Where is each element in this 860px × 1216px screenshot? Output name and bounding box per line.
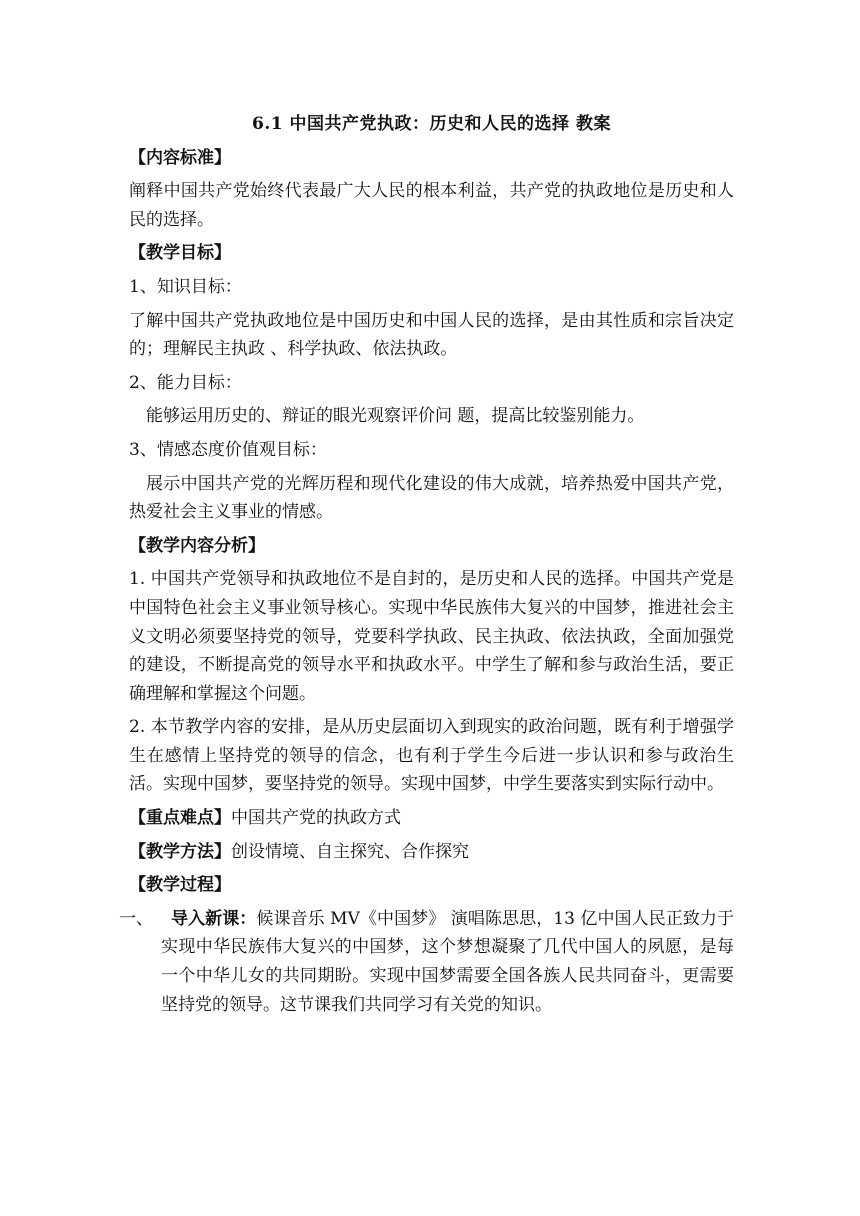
process-step-text: 候课音乐 MV《中国梦》 演唱陈思思，13 亿中国人民正致力于实现中华民族伟大复兴的中国梦，这个梦想凝聚了几代中国人的夙愿，是每一个中华儿女的共同期盼。实现中国梦需要全国各族人民共同奋斗，更需要坚持党的领导。这节课我们共同学习有关党的知识。 (161, 908, 734, 1015)
process-step-lead: 导入新课： (171, 908, 257, 929)
key-points-line (129, 804, 734, 833)
ability-objective-label: 2、能力目标： (129, 372, 242, 393)
key-points-text: 中国共产党的执政方式 (231, 808, 401, 829)
content-standard-heading: 【内容标准】 (129, 147, 231, 168)
process-step-1 (119, 905, 734, 1019)
methods-line (129, 838, 734, 867)
methods-heading: 【教学方法】 (129, 841, 231, 862)
content-standard-text: 阐释中国共产党始终代表最广大人民的根本利益，共产党的执政地位是历史和人民的选择。 (129, 181, 734, 230)
knowledge-objective-text: 了解中国共产党执政地位是中国历史和中国人民的选择，是由其性质和宗旨决定的；理解民主执政 、科学执政、依法执政。 (129, 310, 734, 360)
analysis-point-1: 1. 中国共产党领导和执政地位不是自封的，是历史和人民的选择。中国共产党是中国特色社会主义事业领导核心。实现中华民族伟大复兴的中国梦，推进社会主义文明必须要坚持党的领导，党要科学执政、民主执政、依法执政，全面加强党的建设，不断提高党的领导水平和执政水平。中学生了解和参与政治生活，要正确理解和掌握这个问题。 (129, 569, 734, 704)
process-heading: 【教学过程】 (129, 875, 231, 896)
emotion-objective-label: 3、情感态度价值观目标： (129, 439, 327, 460)
ability-objective-text: 能够运用历史的、辩证的眼光观察评价问 题，提高比较鉴别能力。 (146, 406, 645, 427)
methods-text: 创设情境、自主探究、合作探究 (231, 841, 469, 862)
key-points-heading: 【重点难点】 (129, 808, 231, 829)
objectives-heading: 【教学目标】 (129, 243, 231, 264)
process-step-marker: 一、 (119, 908, 153, 929)
document-title: 6.1 中国共产党执政：历史和人民的选择 教案 (252, 114, 611, 134)
knowledge-objective-label: 1、知识目标： (129, 276, 242, 297)
document-body (119, 110, 734, 1019)
emotion-objective-text: 展示中国共产党的光辉历程和现代化建设的伟大成就，培养热爱中国共产党，热爱社会主义事业的情感。 (129, 473, 734, 523)
analysis-heading: 【教学内容分析】 (129, 535, 265, 556)
analysis-point-2: 2. 本节教学内容的安排，是从历史层面切入到现实的政治问题，既有利于增强学生在感情上坚持党的领导的信念，也有利于学生今后进一步认识和参与政治生活。实现中国梦，要坚持党的领导。实现中国梦，中学生要落实到实际行动中。 (129, 717, 734, 795)
